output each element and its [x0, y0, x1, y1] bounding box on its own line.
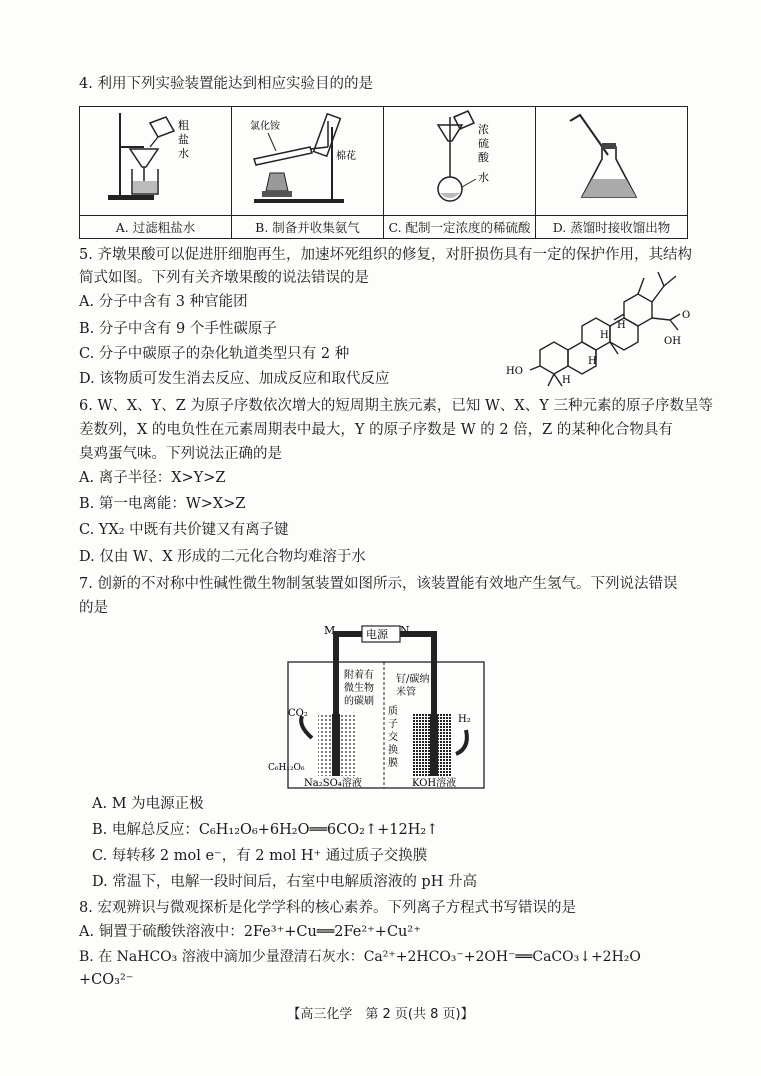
label-water: 水 — [478, 171, 489, 184]
q5-stem-line1: 5. 齐墩果酸可以促进肝细胞再生，加速坏死组织的修复，对肝损伤具有一定的保护作用，其结构 — [79, 247, 692, 263]
q8-option-b: B. 在 NaHCO₃ 溶液中滴加少量澄清石灰水：Ca²⁺+2HCO₃⁻+2OH⁻══CaCO₃↓+2H₂O — [79, 949, 641, 965]
label-right-solution: KOH溶液 — [412, 778, 457, 789]
q5-option-b: B. 分子中含有 9 个手性碳原子 — [79, 321, 277, 337]
label-cotton: 棉花 — [336, 151, 356, 162]
q6-stem-line1: 6. W、X、Y、Z 为原子序数依次增大的短周期主族元素，已知 W、X、Y 三种元素的原子序数呈等 — [79, 398, 713, 414]
q6-option-b: B. 第一电离能：W>X>Z — [79, 496, 246, 512]
label-nh4cl: 氯化铵 — [250, 121, 280, 132]
distillation-receiver-icon — [536, 107, 687, 211]
label-cu: 粗 — [178, 119, 189, 132]
label-m: M — [324, 624, 336, 637]
q8-option-a: A. 铜置于硫酸铁溶液中：2Fe³⁺+Cu══2Fe²⁺+Cu²⁺ — [79, 924, 421, 940]
label-left-electrode-2: 微生物 — [344, 683, 374, 694]
label-membrane-1: 质 — [388, 706, 398, 717]
q5-option-d: D. 该物质可发生消去反应、加成反应和取代反应 — [79, 371, 390, 387]
label-right-electrode-2: 米管 — [396, 687, 416, 698]
q7-stem-line1: 7. 创新的不对称中性碱性微生物制氢装置如图所示，该装置能有效地产生氢气。下列说法错误 — [79, 576, 678, 592]
q5-stem-line2: 简式如图。下列有关齐墩果酸的说法错误的是 — [79, 270, 369, 286]
label-o: O — [682, 310, 691, 321]
co2-arrow-icon — [301, 716, 312, 738]
label-oh: OH — [664, 336, 681, 347]
electrolysis-cell-diagram — [260, 618, 500, 790]
label-power: 电源 — [366, 628, 388, 641]
label-h4: H — [562, 375, 571, 386]
label-ho: HO — [506, 366, 523, 377]
label-membrane-3: 交 — [388, 732, 398, 743]
label-liu: 硫 — [478, 137, 489, 150]
label-h3: H — [588, 356, 597, 367]
label-suan: 酸 — [478, 151, 489, 164]
label-left-solution: Na₂SO₄溶液 — [304, 778, 362, 789]
label-h1: H — [617, 320, 626, 331]
page-footer: 【高三化学 第 2 页(共 8 页)】 — [287, 1007, 474, 1022]
label-right-electrode-1: 钌/碳纳 — [396, 674, 430, 685]
q7-option-d: D. 常温下，电解一段时间后，右室中电解质溶液的 pH 升高 — [92, 874, 477, 890]
q6-stem-line2: 差数列，X 的电负性在元素周期表中最大，Y 的原子序数是 W 的 2 倍，Z 的某种化合物具有 — [79, 422, 673, 438]
q8-option-b-continued: +CO₃²⁻ — [79, 972, 134, 988]
label-yan: 盐 — [178, 133, 189, 146]
label-h2: H — [600, 330, 609, 341]
q4-apparatus-table — [79, 106, 688, 239]
caption-b: B. 制备并收集氨气 — [232, 216, 384, 239]
q6-option-a: A. 离子半径：X>Y>Z — [79, 470, 226, 486]
label-shui: 水 — [178, 147, 189, 160]
label-h2: H₂ — [458, 714, 471, 725]
apparatus-d — [536, 107, 688, 216]
q6-option-d: D. 仅由 W、X 形成的二元化合物均难溶于水 — [79, 549, 366, 565]
filtration-apparatus-icon — [80, 107, 231, 211]
label-membrane-2: 子 — [388, 719, 398, 730]
label-left-electrode-1: 附着有 — [344, 670, 374, 681]
q6-stem-line3: 臭鸡蛋气味。下列说法正确的是 — [79, 446, 282, 462]
h2-arrow-icon — [456, 730, 467, 754]
label-co2: CO₂ — [288, 708, 308, 719]
ammonia-apparatus-icon — [232, 107, 383, 211]
q7-option-b: B. 电解总反应：C₆H₁₂O₆+6H₂O══6CO₂↑+12H₂↑ — [92, 822, 439, 838]
apparatus-b — [232, 107, 384, 216]
q8-stem: 8. 宏观辨识与微观探析是化学学科的核心素养。下列离子方程式书写错误的是 — [79, 900, 576, 916]
label-nong: 浓 — [478, 123, 489, 136]
q7-option-a: A. M 为电源正极 — [92, 796, 204, 812]
label-membrane-5: 膜 — [388, 758, 398, 769]
apparatus-a — [80, 107, 232, 216]
label-left-electrode-3: 的碳刷 — [344, 696, 374, 707]
q4-stem: 4. 利用下列实验装置能达到相应实验目的的是 — [79, 76, 373, 92]
q5-option-a: A. 分子中含有 3 种官能团 — [79, 294, 248, 310]
q6-option-c: C. YX₂ 中既有共价键又有离子键 — [79, 522, 289, 538]
q7-option-c: C. 每转移 2 mol e⁻，有 2 mol H⁺ 通过质子交换膜 — [92, 848, 428, 864]
caption-a: A. 过滤粗盐水 — [80, 216, 232, 239]
label-membrane-4: 换 — [388, 745, 398, 756]
label-glucose: C₆H₁₂O₆ — [268, 763, 305, 773]
q7-stem-line2: 的是 — [79, 600, 108, 616]
oleanolic-acid-structure — [500, 268, 705, 390]
apparatus-c — [384, 107, 536, 216]
dilution-apparatus-icon — [384, 107, 535, 211]
label-n: N — [400, 624, 410, 637]
caption-c: C. 配制一定浓度的稀硫酸 — [384, 216, 536, 239]
caption-d: D. 蒸馏时接收馏出物 — [536, 216, 688, 239]
q5-option-c: C. 分子中碳原子的杂化轨道类型只有 2 种 — [79, 346, 350, 362]
